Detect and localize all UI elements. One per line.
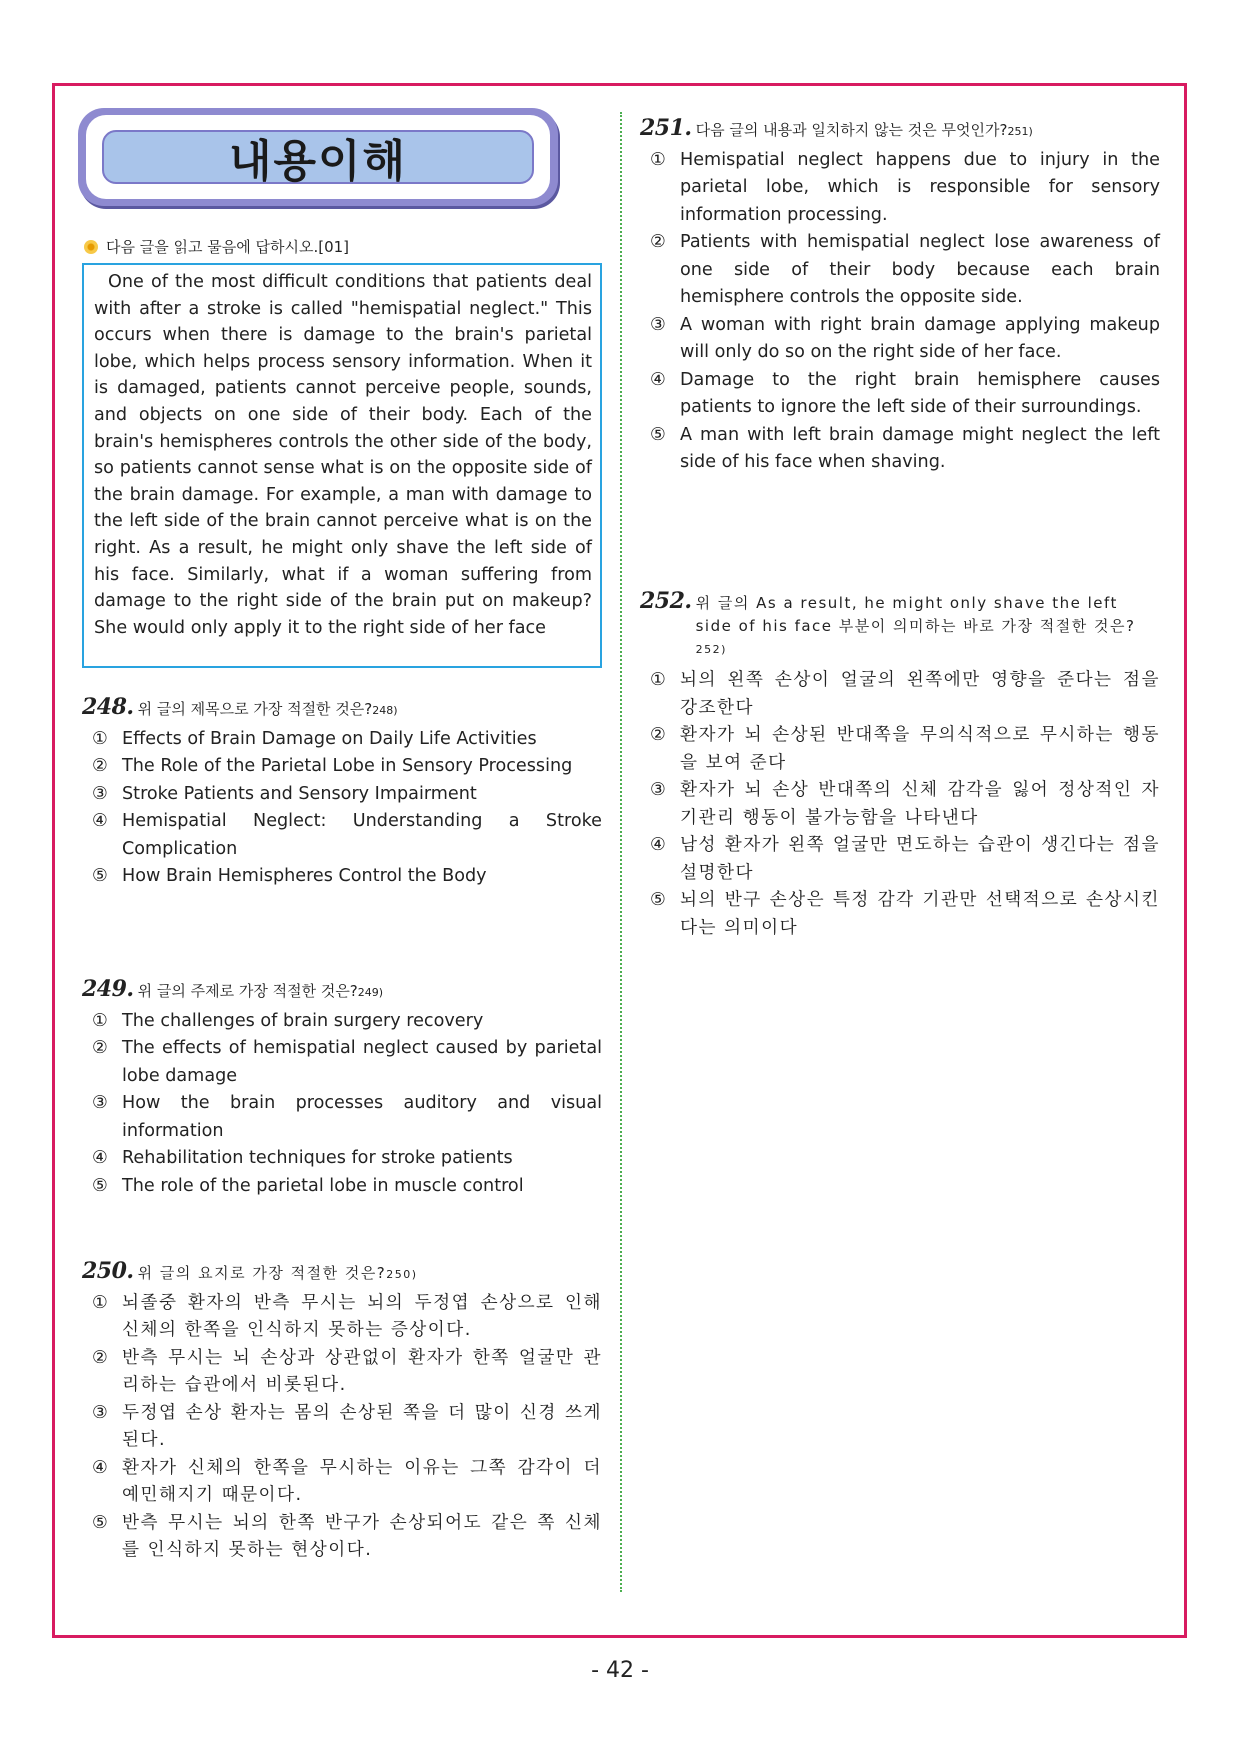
option-mark: ⑤ [92,866,108,886]
section-badge [78,108,558,206]
option-mark: ① [650,670,668,690]
question-250 [82,1258,602,1565]
option-mark: ④ [92,811,108,831]
option-1[interactable] [640,147,1160,230]
option-mark: ⑤ [650,424,666,445]
option-text: 환자가 뇌 손상된 반대쪽을 무의식적으로 무시하는 행동을 보여 준다 [680,725,1160,773]
question-header [82,1258,602,1289]
option-3[interactable] [640,777,1160,832]
option-text: The challenges of brain surgery recovery [122,1010,484,1031]
option-mark: ④ [92,1457,110,1478]
option-text: Effects of Brain Damage on Daily Life Activities [122,728,537,749]
option-text: Patients with hemispatial neglect lose awareness of one side of their body because each brain hemisphere controls the opposite side. [680,232,1160,307]
question-header [82,976,602,1007]
option-2[interactable] [82,1345,602,1400]
flower-icon [82,238,100,256]
option-mark: ④ [650,835,668,855]
option-4[interactable] [82,1145,602,1173]
question-ref: 250) [386,1268,418,1281]
option-text: The role of the parietal lobe in muscle control [122,1175,524,1196]
question-252 [640,588,1160,942]
option-text: Rehabilitation techniques for stroke patients [122,1148,513,1168]
option-mark: ⑤ [92,1512,110,1533]
option-mark: ④ [650,369,666,390]
option-mark: ② [92,1347,110,1368]
option-4[interactable] [640,367,1160,422]
option-text: How the brain processes auditory and visual information [122,1093,602,1141]
option-text: 남성 환자가 왼쪽 얼굴만 면도하는 습관이 생긴다는 점을 설명한다 [680,835,1160,883]
option-2[interactable] [640,229,1160,312]
option-text: Damage to the right brain hemisphere causes patients to ignore the left side of their surroundings. [680,369,1160,417]
option-text: A woman with right brain damage applying makeup will only do so on the right side of her face. [680,314,1160,362]
option-1[interactable] [82,1290,602,1345]
option-text: Stroke Patients and Sensory Impairment [122,783,477,804]
question-number: 249. [82,976,134,1002]
option-4[interactable] [82,808,602,863]
option-1[interactable] [640,667,1160,722]
option-mark: ③ [92,1402,110,1423]
question-prompt-wrap [696,592,1160,666]
question-ref: 249) [357,986,384,999]
option-mark: ② [650,232,666,252]
passage-text: One of the most difficult conditions that patients deal with after a stroke is called "hemispatial neglect." This occurs when there is damage to the brain's parietal lobe, which helps process sensory information. When it is damaged, patients cannot perceive people, sounds, and objects on one side of their body. Each of the brain's hemispheres controls the other side of the body, so patients cannot sense what is on the opposite side of the brain damage. For example, a man with damage to the left side of the brain cannot perceive what is on the right. As a result, he might only shave the left side of his face. Similarly, what if a woman suffering from damage to the right side of the brain put on makeup? She would only apply it to the right side of her face [94,272,592,638]
option-mark: ⑤ [92,1175,108,1196]
option-1[interactable] [82,726,602,754]
option-text: 뇌의 왼쪽 손상이 얼굴의 왼쪽에만 영향을 준다는 점을 강조한다 [680,670,1160,718]
instruction-line [82,236,349,257]
instruction-text: 다음 글을 읽고 물음에 답하시오.[01] [106,238,350,256]
option-mark: ① [650,149,666,170]
option-5[interactable] [82,1510,602,1565]
option-3[interactable] [640,312,1160,367]
option-list [640,147,1160,477]
option-mark: ① [92,1010,108,1031]
question-prompt: 위 글의 주제로 가장 적절한 것은? [137,982,358,1000]
question-header [82,694,602,725]
option-mark: ① [92,728,108,749]
question-prompt: 위 글의 제목으로 가장 적절한 것은? [137,700,373,718]
option-text: The Role of the Parietal Lobe in Sensory Processing [122,756,573,776]
option-5[interactable] [82,1173,602,1201]
question-number: 250. [82,1258,134,1284]
option-list [82,726,602,891]
option-2[interactable] [640,722,1160,777]
question-header [640,588,1160,666]
option-list [640,667,1160,942]
section-title: 내용이해 [228,136,407,187]
option-text: 반측 무시는 뇌 손상과 상관없이 환자가 한쪽 얼굴만 관리하는 습관에서 비롯된다. [122,1347,602,1395]
option-5[interactable] [640,887,1160,942]
option-mark: ② [92,1038,108,1058]
option-1[interactable] [82,1008,602,1036]
option-text: 뇌졸중 환자의 반측 무시는 뇌의 두정엽 손상으로 인해 신체의 한쪽을 인식하지 못하는 증상이다. [122,1292,602,1340]
question-number: 251. [640,115,692,141]
question-ref: 252) [695,643,727,656]
question-249 [82,976,602,1200]
column-divider [620,112,622,1592]
question-prompt: 위 글의 요지로 가장 적절한 것은? [137,1264,387,1282]
page-number: - 42 - [591,1658,649,1683]
option-text: 두정엽 손상 환자는 몸의 손상된 쪽을 더 많이 신경 쓰게 된다. [122,1402,602,1450]
question-ref: 248) [372,704,398,717]
option-text: 반측 무시는 뇌의 한쪽 반구가 손상되어도 같은 쪽 신체를 인식하지 못하는 현상이다. [122,1512,602,1560]
badge-panel [102,130,534,187]
question-ref: 251) [1007,125,1033,138]
option-mark: ③ [650,314,666,335]
option-mark: ③ [650,780,668,800]
question-248 [82,694,602,891]
option-5[interactable] [640,422,1160,477]
option-mark: ⑤ [650,890,668,910]
question-number: 248. [82,694,134,720]
option-3[interactable] [82,781,602,809]
option-text: How Brain Hemispheres Control the Body [122,866,487,886]
question-number: 252. [640,588,692,614]
question-prompt: 위 글의 As a result, he might only shave the left side of his face 부분이 의미하는 바로 가장 적절한 것은? [695,594,1136,635]
option-2[interactable] [82,1035,602,1090]
option-mark: ④ [92,1148,108,1168]
question-prompt: 다음 글의 내용과 일치하지 않는 것은 무엇인가? [695,121,1008,139]
question-header [640,115,1160,146]
option-text: 뇌의 반구 손상은 특정 감각 기관만 선택적으로 손상시킨다는 의미이다 [680,890,1160,938]
option-4[interactable] [82,1455,602,1510]
option-5[interactable] [82,863,602,891]
badge-border [86,115,550,199]
option-text: Hemispatial Neglect: Understanding a Stroke Complication [122,811,602,859]
option-2[interactable] [82,753,602,781]
option-text: A man with left brain damage might neglect the left side of his face when shaving. [680,424,1160,472]
option-mark: ② [650,725,668,745]
option-4[interactable] [640,832,1160,887]
option-list [82,1290,602,1565]
option-text: The effects of hemispatial neglect caused by parietal lobe damage [122,1038,602,1086]
option-mark: ② [92,756,108,776]
option-3[interactable] [82,1400,602,1455]
option-mark: ① [92,1292,110,1313]
option-text: Hemispatial neglect happens due to injury in the parietal lobe, which is responsible for sensory information processing. [680,149,1160,225]
option-text: 환자가 뇌 손상 반대쪽의 신체 감각을 잃어 정상적인 자기관리 행동이 불가능함을 나타낸다 [680,780,1160,828]
option-text: 환자가 신체의 한쪽을 무시하는 이유는 그쪽 감각이 더 예민해지기 때문이다. [122,1457,602,1505]
question-251 [640,115,1160,477]
reading-passage [82,263,602,668]
option-list [82,1008,602,1201]
option-mark: ③ [92,1093,108,1113]
option-3[interactable] [82,1090,602,1145]
option-mark: ③ [92,783,108,804]
